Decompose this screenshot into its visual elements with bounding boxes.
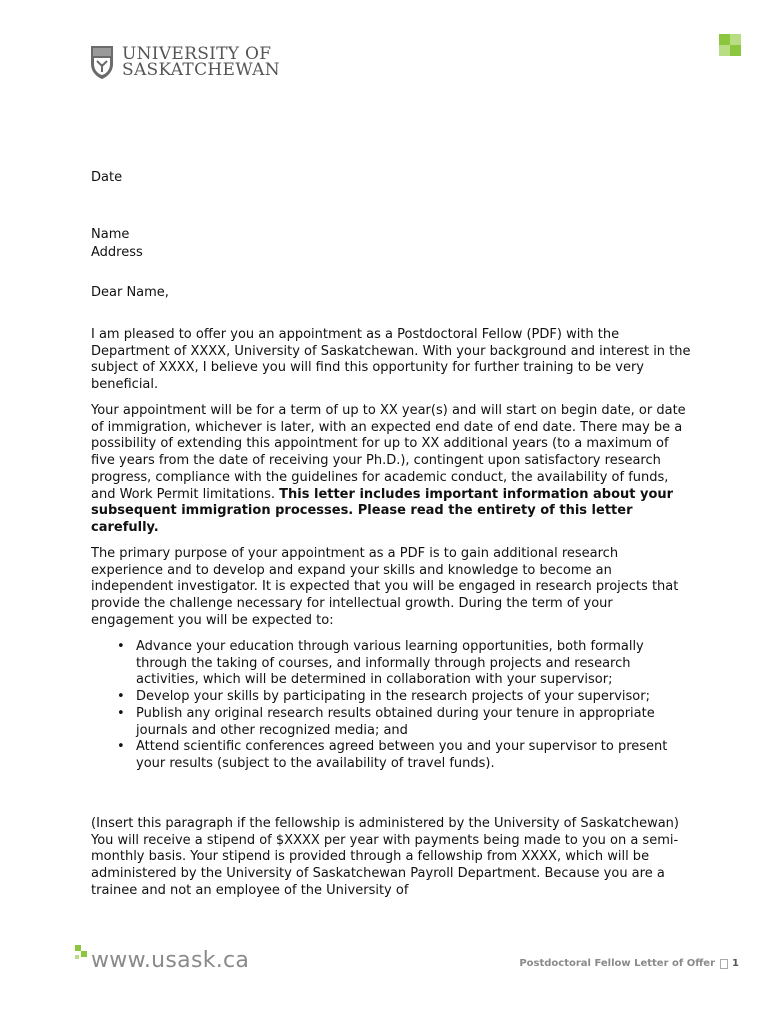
paragraph-2-text: Your appointment will be for a term of up to XX year(s) and will start on begin date, or date of immigration, whichever is later, with an expected end date of end date. There may be a possibility of extending this appointment for up to XX additional years (to a maximum of five years from the date of receiving your Ph.D.), contingent upon satisfactory research progress, compliance with the guidelines for academic conduct, the availability of funds, and Work Permit limitations. — [91, 403, 686, 502]
paragraph-4-text: (Insert this paragraph if the fellowship is administered by the University of Saskatchewan) You will receive a stipend of $XXXX per year with payments being made to you on a semi-monthly basis. Your stipend is provided through a fellowship from XXXX, which will be administered by the University of Saskatchewan Payroll Department. Because you are a trainee and not an employee of the University of — [91, 816, 679, 898]
footer-doc-title: Postdoctoral Fellow Letter of Offer — [519, 958, 716, 969]
paragraph-1 — [91, 327, 691, 394]
university-logo — [90, 44, 280, 80]
logo-wordmark — [122, 46, 280, 78]
expectations-list — [91, 639, 691, 773]
footer-website-link[interactable]: www.usask.ca — [91, 948, 250, 973]
paragraph-4 — [91, 816, 691, 900]
logo-line-1: UNIVERSITY OF — [122, 44, 272, 64]
corner-green-squares-icon — [719, 34, 741, 56]
bullet-icon: • — [117, 739, 125, 755]
footer-green-squares-icon — [75, 945, 87, 961]
paragraph-2 — [91, 403, 691, 537]
recipient-name: Name — [91, 227, 130, 242]
list-item-text: Publish any original research results obtained during your tenure in appropriate journals and other recognized media; and — [136, 705, 655, 738]
list-item-text: Attend scientific conferences agreed between you and your supervisor to present your results (subject to the availability of travel funds). — [136, 739, 668, 771]
letter-date: Date — [91, 170, 123, 185]
list-item-text: Advance your education through various learning opportunities, both formally through the taking of courses, and informally through projects and research activities, which will be determined in collaboration with your supervisor; — [136, 639, 644, 688]
logo-line-2: SASKATCHEWAN — [122, 60, 280, 80]
list-item — [91, 689, 691, 706]
bullet-icon: • — [117, 705, 125, 721]
list-item — [91, 739, 691, 772]
bullet-icon: • — [117, 689, 125, 705]
page-number: 1 — [732, 958, 739, 969]
list-item-text: Develop your skills by participating in the research projects of your supervisor; — [136, 689, 650, 705]
list-item — [91, 706, 691, 739]
list-item — [91, 639, 691, 689]
crest-icon — [90, 44, 114, 80]
bullet-icon: • — [117, 639, 125, 654]
paragraph-3-text: The primary purpose of your appointment as a PDF is to gain additional research experience and to develop and expand your skills and knowledge to become an independent investigator. It is expected that you will be engaged in research projects that provide the challenge necessary for intellectual growth. During the term of your engagement you will be expected to: — [91, 546, 679, 628]
footer-page-info — [519, 958, 739, 969]
paragraph-1-text: I am pleased to offer you an appointment as a Postdoctoral Fellow (PDF) with the Department of XXXX, University of Saskatchewan. With your background and interest in the subject of XXXX, I believe you will find this opportunity for further training to be very beneficial. — [91, 327, 691, 393]
paragraph-2-bold-notice: This letter includes important information about your subsequent immigration processes. Please read the entirety of this letter carefully. — [91, 486, 674, 535]
recipient-address: Address — [91, 245, 143, 260]
separator-box-icon — [720, 959, 728, 969]
salutation: Dear Name, — [91, 285, 169, 300]
paragraph-3 — [91, 546, 691, 630]
